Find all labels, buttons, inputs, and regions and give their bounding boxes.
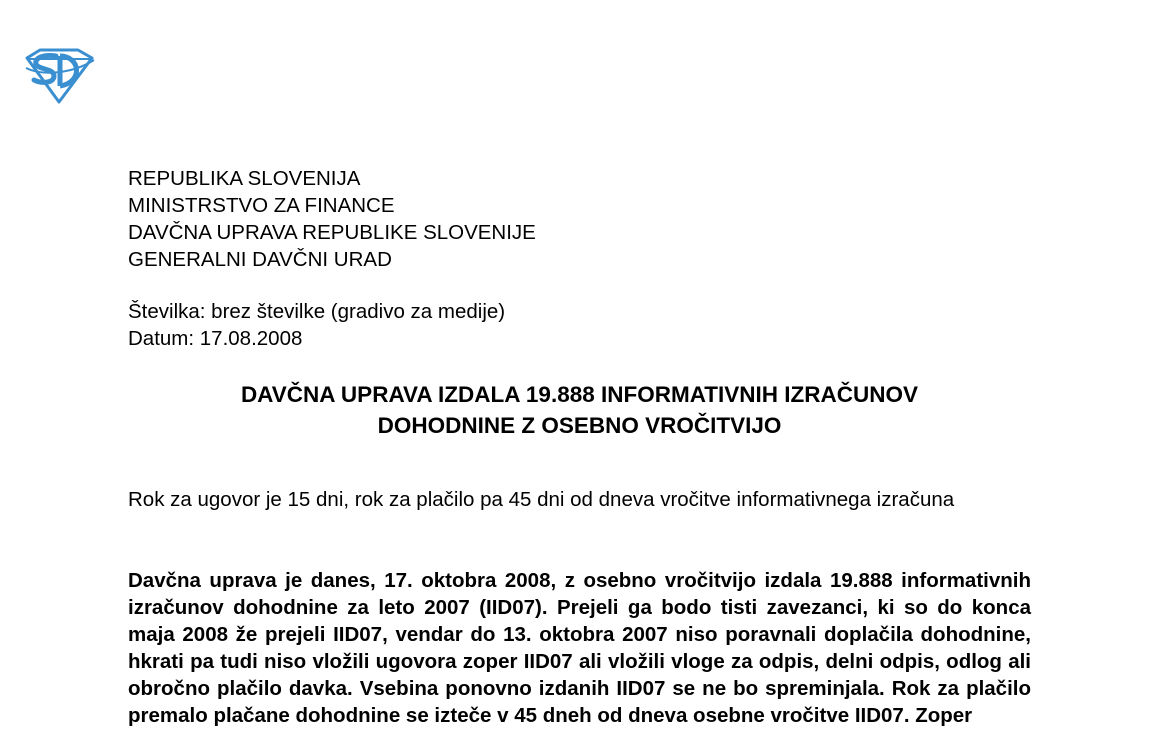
header-line-general-office: GENERALNI DAVČNI URAD <box>128 248 392 271</box>
document-meta <box>128 298 505 352</box>
title-line-1: DAVČNA UPRAVA IZDALA 19.888 INFORMATIVNIH IZRAČUNOV <box>240 382 919 407</box>
durs-logo <box>22 46 96 104</box>
header-line-republic: REPUBLIKA SLOVENIJA <box>128 167 361 190</box>
title-line-2: DOHODNINE Z OSEBNO VROČITVIJO <box>377 413 782 438</box>
durs-shield-logo-icon <box>22 46 96 104</box>
body-paragraph: Davčna uprava je danes, 17. oktobra 2008, z osebno vročitvijo izdala 19.888 informativnih izračunov dohodnine za leto 2007 (IID07). Prejeli ga bodo tisti zavezanci, ki so do konca maja 2008 že prejeli IID07, vendar do 13. oktobra 2007 niso poravnali doplačila dohodnine, hkrati pa tudi niso vložili ugovora zoper IID07 ali vložili vloge za odpis, delni odpis, odlog ali obročno plačilo davka. Vsebina ponovno izdanih IID07 se ne bo spreminjala. Rok za plačilo premalo plačane dohodnine se izteče v 45 dneh od dneva osebne vročitve IID07. Zoper <box>128 569 1031 727</box>
document-title <box>128 379 1031 441</box>
header-line-ministry: MINISTRSTVO ZA FINANCE <box>128 194 395 217</box>
institution-header <box>128 165 536 273</box>
document-date: Datum: 17.08.2008 <box>128 327 303 350</box>
header-line-tax-administration: DAVČNA UPRAVA REPUBLIKE SLOVENIJE <box>128 221 536 244</box>
document-number: Številka: brez številke (gradivo za medije) <box>128 300 506 323</box>
document-subtitle: Rok za ugovor je 15 dni, rok za plačilo pa 45 dni od dneva vročitve informativnega izračuna <box>128 488 955 511</box>
